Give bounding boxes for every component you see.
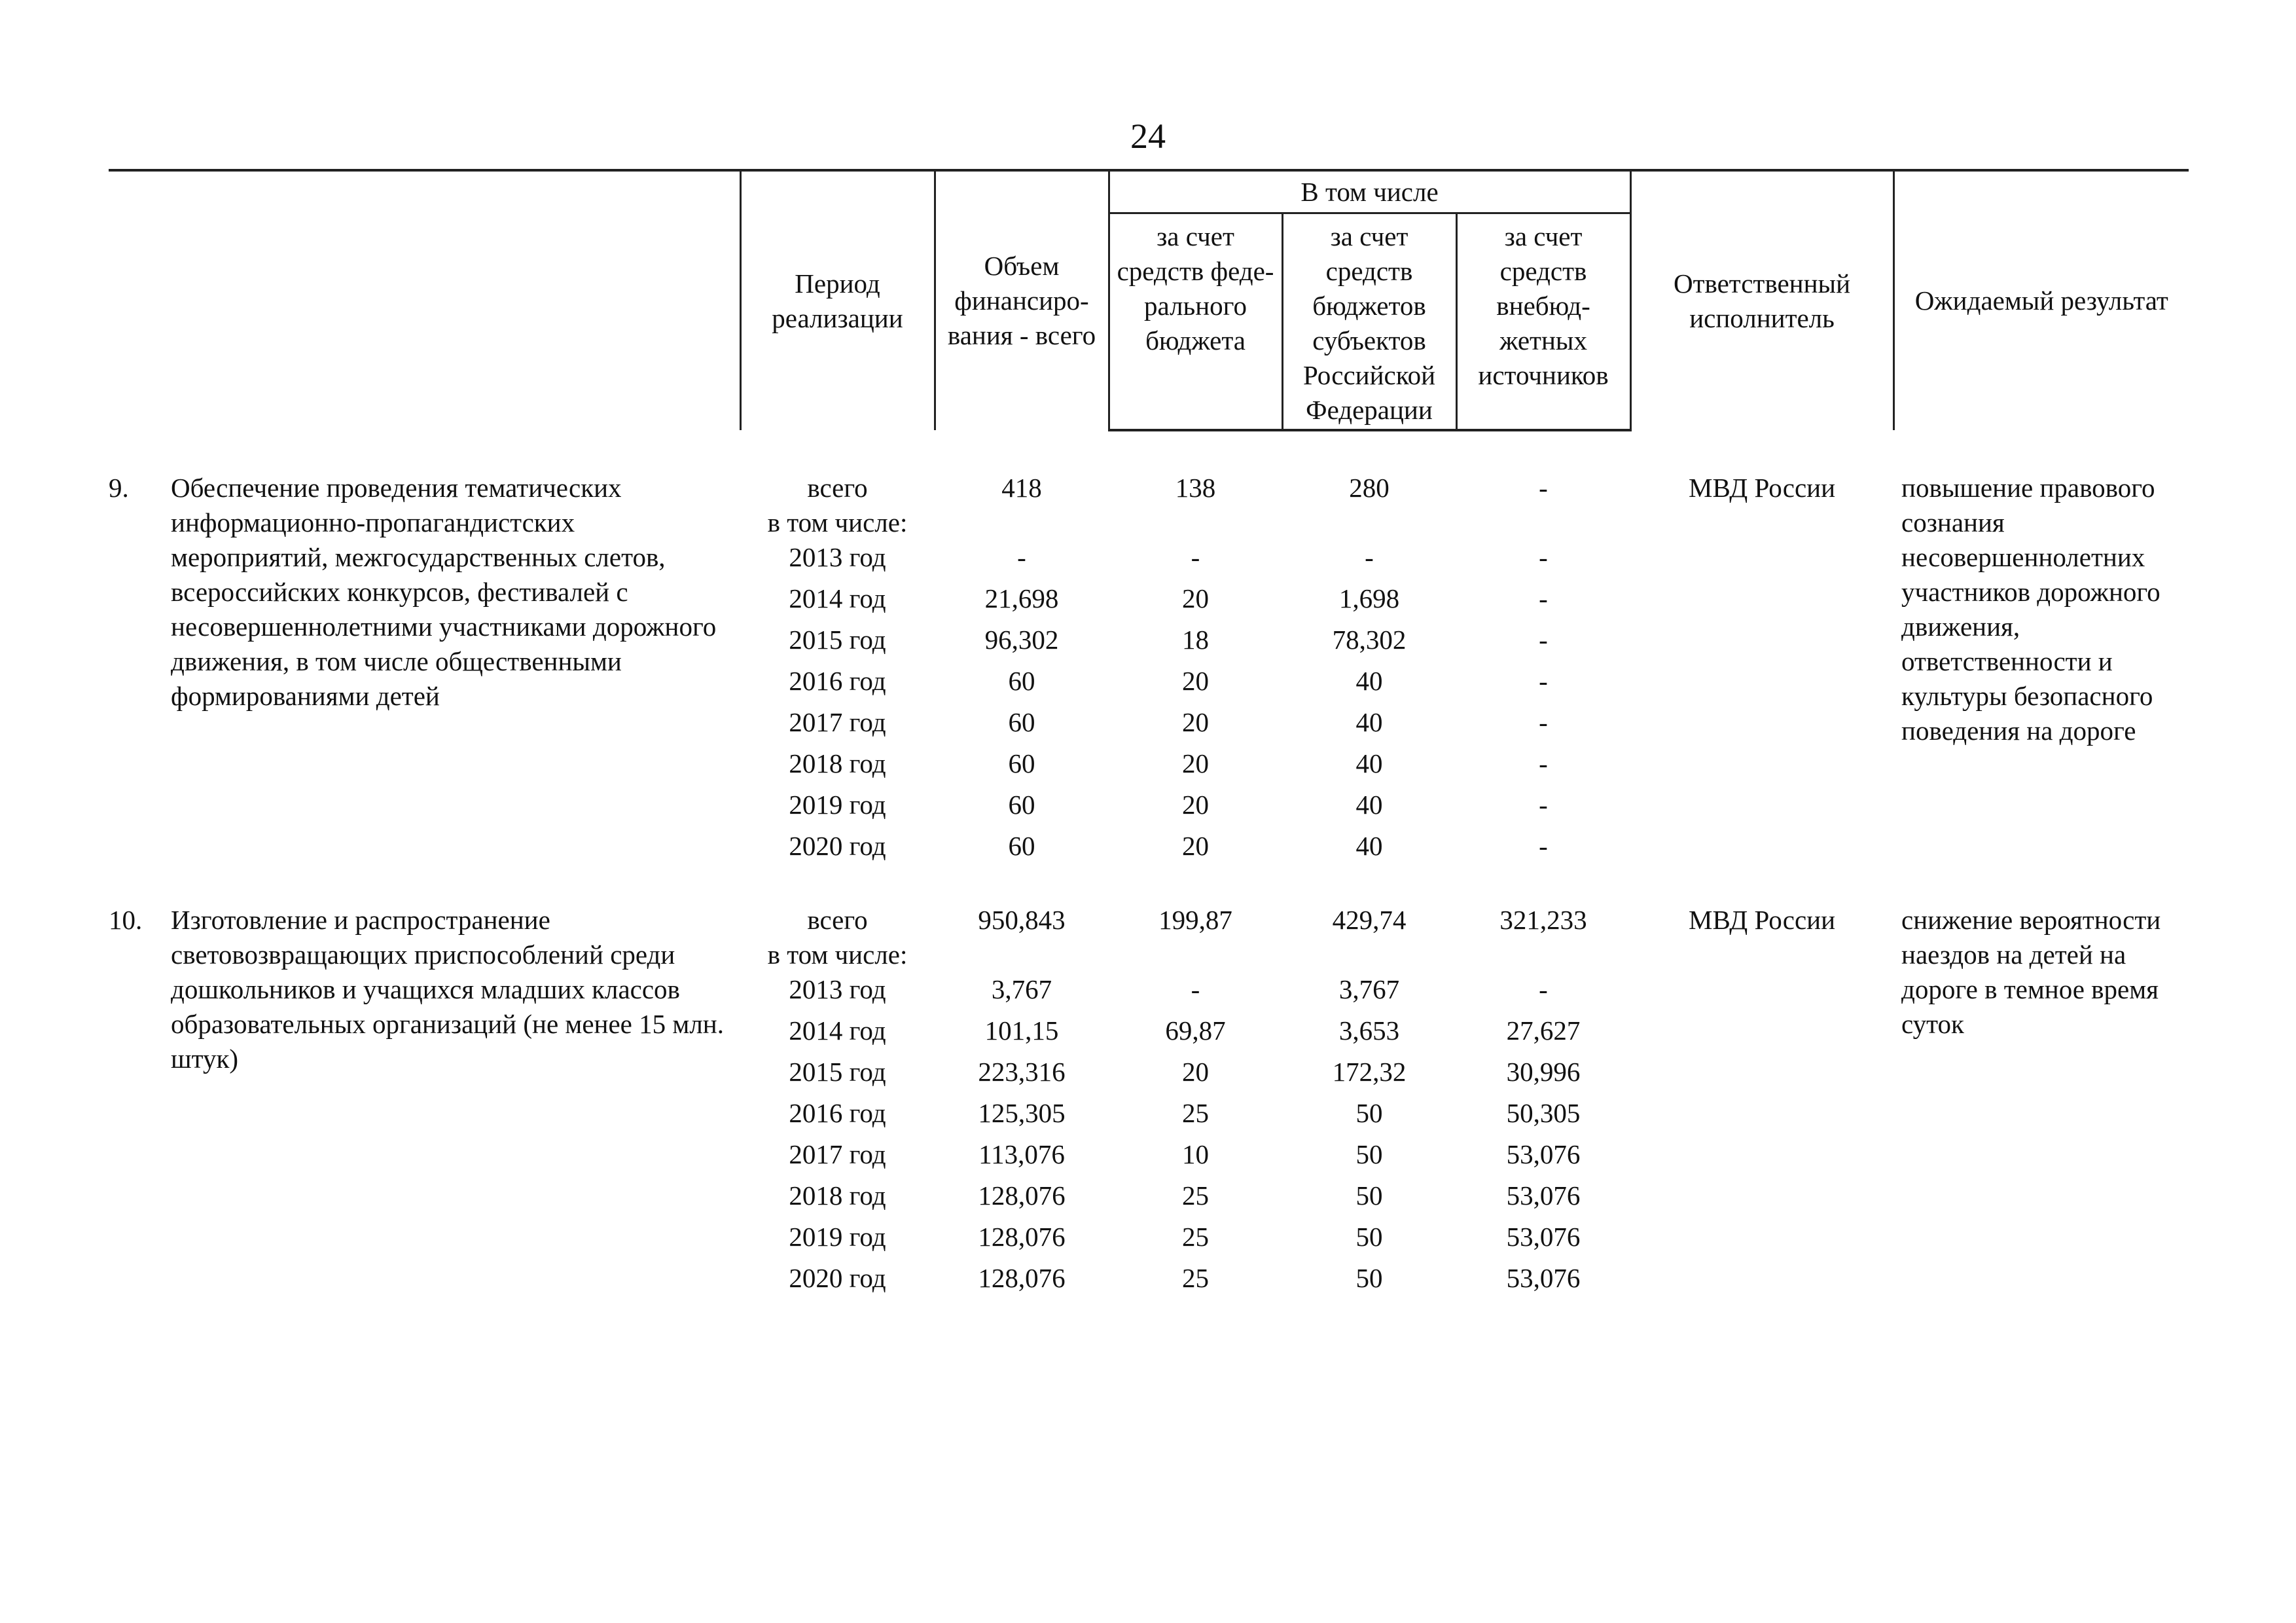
period-cell: 2016 год: [789, 666, 886, 696]
item-description: [109, 471, 736, 714]
spacer-cell: [740, 430, 935, 471]
header-total: Объем финансиро-вания - всего: [935, 170, 1109, 430]
header-federal: за счет средств феде-рального бюджета: [1109, 213, 1282, 431]
federal-cell: 10: [1182, 1139, 1209, 1169]
extrabudget-cell: 53,076: [1506, 1139, 1581, 1169]
result-cell: снижение вероятности наездов на детей на дороге в темное время суток: [1901, 905, 2161, 1039]
total-cell: 60: [1008, 831, 1035, 861]
period-cell: 2019 год: [789, 790, 886, 820]
period-total-label: всего: [807, 905, 868, 935]
extrabudget-cell: 50,305: [1506, 1098, 1581, 1128]
header-extrabudget: за счет средств внебюд-жетных источников: [1456, 213, 1630, 431]
period-cell: 2016 год: [789, 1098, 886, 1128]
extrabudget-cell: -: [1539, 473, 1548, 503]
table-body: [109, 430, 2189, 1302]
header-result: Ожидаемый результат: [1893, 170, 2189, 430]
extrabudget-cell: -: [1539, 707, 1548, 737]
federal-cell: 25: [1182, 1180, 1209, 1211]
total-cell: 113,076: [978, 1139, 1065, 1169]
extrabudget-cell: -: [1539, 831, 1548, 861]
period-cell: 2018 год: [789, 748, 886, 778]
extrabudget-cell: -: [1539, 748, 1548, 778]
spacer-cell: [1893, 430, 2189, 471]
period-cell: 2020 год: [789, 1263, 886, 1293]
regional-cell: 78,302: [1332, 625, 1407, 655]
period-cell: 2014 год: [789, 583, 886, 613]
spacer-cell: [1456, 430, 1630, 471]
total-cell: 128,076: [978, 1263, 1066, 1293]
federal-cell: 20: [1182, 748, 1209, 778]
extrabudget-cell: -: [1539, 625, 1548, 655]
total-cell: 128,076: [978, 1222, 1066, 1252]
financing-table: [109, 169, 2189, 1302]
item-total-row: [109, 471, 2189, 540]
regional-cell: 40: [1355, 831, 1383, 861]
total-cell: 223,316: [978, 1057, 1066, 1087]
item-description-cell: [109, 903, 740, 1302]
total-cell: 60: [1008, 748, 1035, 778]
period-cell: 2018 год: [789, 1180, 886, 1211]
total-cell: 21,698: [984, 583, 1059, 613]
federal-cell: 138: [1175, 473, 1216, 503]
header-including: В том числе: [1109, 170, 1630, 213]
federal-cell: 20: [1182, 666, 1209, 696]
total-cell: 418: [1001, 473, 1042, 503]
extrabudget-cell: 53,076: [1506, 1180, 1581, 1211]
spacer-row: [109, 870, 2189, 903]
extrabudget-cell: 321,233: [1499, 905, 1587, 935]
spacer-cell: [1630, 870, 1893, 903]
period-cell: 2020 год: [789, 831, 886, 861]
total-cell: 3,767: [991, 974, 1052, 1004]
regional-cell: 50: [1355, 1222, 1383, 1252]
federal-cell: 25: [1182, 1098, 1209, 1128]
item-index: 10.: [109, 905, 143, 935]
period-total-label: всего: [807, 473, 868, 503]
period-cell: 2015 год: [789, 1057, 886, 1087]
spacer-cell: [109, 430, 740, 471]
table-header: [109, 170, 2189, 430]
extrabudget-cell: 30,996: [1506, 1057, 1581, 1087]
total-cell: 60: [1008, 790, 1035, 820]
responsible-cell: МВД России: [1688, 473, 1836, 503]
header-regional: за счет средств бюджетов субъектов Российской Федерации: [1282, 213, 1456, 431]
item-description-text: Изготовление и распространение световозвращающих приспособлений среди дошкольников и учащихся младших классов образовательных организаций (не менее 15 млн. штук): [171, 905, 724, 1074]
regional-cell: -: [1365, 542, 1374, 572]
regional-cell: 3,767: [1338, 974, 1400, 1004]
total-cell: 60: [1008, 666, 1035, 696]
federal-cell: 20: [1182, 583, 1209, 613]
extrabudget-cell: -: [1539, 666, 1548, 696]
extrabudget-cell: -: [1539, 790, 1548, 820]
total-cell: 96,302: [984, 625, 1059, 655]
federal-cell: 25: [1182, 1263, 1209, 1293]
federal-cell: 20: [1182, 790, 1209, 820]
spacer-cell: [740, 870, 935, 903]
spacer-cell: [1630, 430, 1893, 471]
item-description-text: Обеспечение проведения тематических информационно-пропагандистских мероприятий, межгосударственных слетов, всероссийских конкурсов, фестивалей с несовершеннолетними участниками дорожного движения, в том числе общественными формированиями детей: [171, 473, 717, 711]
extrabudget-cell: -: [1539, 542, 1548, 572]
federal-cell: 18: [1182, 625, 1209, 655]
spacer-cell: [1109, 430, 1282, 471]
header-period: Период реализации: [740, 170, 935, 430]
federal-cell: 20: [1182, 831, 1209, 861]
result-cell: повышение правового сознания несовершеннолетних участников дорожного движения, ответственности и культуры безопасного поведения на дороге: [1901, 473, 2161, 746]
period-cell: 2015 год: [789, 625, 886, 655]
spacer-cell: [1893, 870, 2189, 903]
regional-cell: 40: [1355, 707, 1383, 737]
header-blank: [109, 170, 740, 430]
extrabudget-cell: 53,076: [1506, 1263, 1581, 1293]
page-number: 24: [1130, 117, 1166, 156]
regional-cell: 40: [1355, 666, 1383, 696]
regional-cell: 40: [1355, 748, 1383, 778]
period-cell: [740, 471, 935, 540]
total-cell: 128,076: [978, 1180, 1066, 1211]
regional-cell: 3,653: [1338, 1015, 1400, 1046]
federal-cell: -: [1191, 542, 1200, 572]
spacer-row: [109, 430, 2189, 471]
total-cell: 60: [1008, 707, 1035, 737]
period-cell: [740, 903, 935, 972]
regional-cell: 429,74: [1332, 905, 1407, 935]
regional-cell: 50: [1355, 1180, 1383, 1211]
spacer-cell: [935, 430, 1109, 471]
regional-cell: 172,32: [1332, 1057, 1407, 1087]
total-cell: 101,15: [984, 1015, 1059, 1046]
spacer-cell: [109, 870, 740, 903]
header-responsible: Ответственный исполнитель: [1630, 170, 1893, 430]
item-index: 9.: [109, 473, 129, 503]
extrabudget-cell: 53,076: [1506, 1222, 1581, 1252]
spacer-cell: [1282, 870, 1456, 903]
spacer-cell: [1456, 870, 1630, 903]
regional-cell: 1,698: [1338, 583, 1400, 613]
period-cell: 2019 год: [789, 1222, 886, 1252]
regional-cell: 280: [1349, 473, 1390, 503]
regional-cell: 40: [1355, 790, 1383, 820]
responsible-cell: МВД России: [1688, 905, 1836, 935]
extrabudget-cell: 27,627: [1506, 1015, 1581, 1046]
period-cell: 2017 год: [789, 1139, 886, 1169]
period-cell: 2013 год: [789, 542, 886, 572]
period-including-label: в том числе:: [767, 939, 908, 970]
total-cell: 950,843: [978, 905, 1066, 935]
extrabudget-cell: -: [1539, 583, 1548, 613]
period-cell: 2014 год: [789, 1015, 886, 1046]
period-cell: 2013 год: [789, 974, 886, 1004]
regional-cell: 50: [1355, 1263, 1383, 1293]
federal-cell: 199,87: [1158, 905, 1232, 935]
period-including-label: в том числе:: [767, 507, 908, 538]
item-description-cell: [109, 471, 740, 870]
federal-cell: 20: [1182, 707, 1209, 737]
federal-cell: 25: [1182, 1222, 1209, 1252]
total-cell: -: [1017, 542, 1026, 572]
item-description: [109, 903, 736, 1076]
spacer-cell: [935, 870, 1109, 903]
federal-cell: 69,87: [1165, 1015, 1226, 1046]
federal-cell: 20: [1182, 1057, 1209, 1087]
extrabudget-cell: -: [1539, 974, 1548, 1004]
regional-cell: 50: [1355, 1139, 1383, 1169]
spacer-cell: [1109, 870, 1282, 903]
regional-cell: 50: [1355, 1098, 1383, 1128]
federal-cell: -: [1191, 974, 1200, 1004]
total-cell: 125,305: [978, 1098, 1066, 1128]
item-total-row: [109, 903, 2189, 972]
spacer-cell: [1282, 430, 1456, 471]
period-cell: 2017 год: [789, 707, 886, 737]
